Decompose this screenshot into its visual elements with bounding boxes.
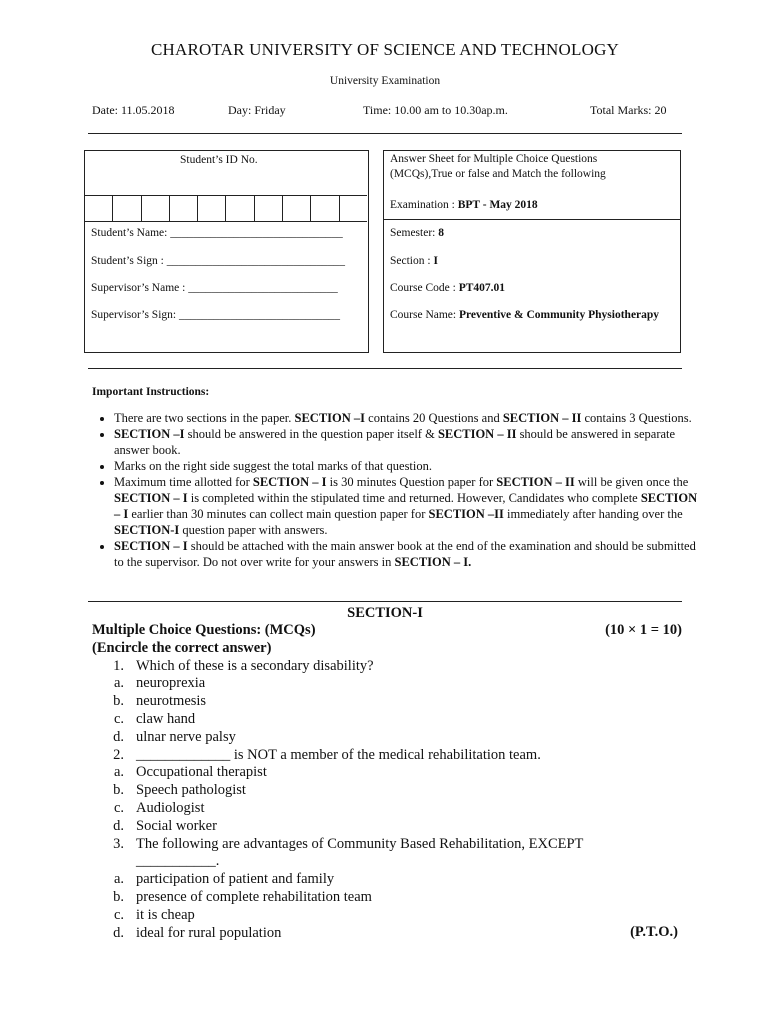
- option-item[interactable]: c. it is cheap: [113, 906, 195, 923]
- instruction-item: • There are two sections in the paper. SECTION –I contains 20 Questions and SECTION – II contains 3 Questions.: [114, 410, 704, 426]
- question-item: 2. _____________ is NOT a member of the medical rehabilitation team.: [113, 746, 541, 763]
- student-id-grid[interactable]: [85, 195, 367, 222]
- supervisor-sign-field[interactable]: Supervisor’s Sign: ____________________________: [91, 309, 340, 321]
- instruction-item: • Maximum time allotted for SECTION – I is 30 minutes Question paper for SECTION – II will be given once the SECTION – I is completed within the stipulated time and returned. However, Candidates who complete SECTION – I earlier than 30 minutes can collect main question paper for SECTION –II immediately after handing over the SECTION-I question paper with answers.: [114, 474, 704, 538]
- instruction-item: • SECTION –I should be answered in the question paper itself & SECTION – II should be answered in separate answer book.: [114, 426, 704, 458]
- question-blank: ___________.: [136, 853, 220, 870]
- encircle-instruction: (Encircle the correct answer): [92, 639, 272, 656]
- answer-sheet-title: Answer Sheet for Multiple Choice Questions (MCQs),True or false and Match the following: [390, 153, 606, 180]
- instruction-item: • Marks on the right side suggest the total marks of that question.: [114, 458, 704, 474]
- question-item: 3. The following are advantages of Community Based Rehabilitation, EXCEPT: [113, 835, 584, 852]
- course-code-info: Course Code : PT407.01: [390, 282, 506, 294]
- section-divider: [88, 601, 682, 602]
- option-item[interactable]: d. ulnar nerve palsy: [113, 728, 236, 745]
- instruction-item: • SECTION – I should be attached with the main answer book at the end of the examination and should be submitted to the supervisor. Do not over write for your answers in SECTION – I.: [114, 538, 704, 570]
- option-item[interactable]: d. Social worker: [113, 817, 217, 834]
- exam-type: University Examination: [329, 75, 441, 87]
- course-name-info: Course Name: Preventive & Community Physiotherapy: [390, 309, 660, 321]
- section-info: Section : I: [390, 255, 438, 267]
- student-sign-field[interactable]: Student’s Sign : _______________________________: [91, 255, 345, 267]
- option-item[interactable]: b. presence of complete rehabilitation team: [113, 888, 372, 905]
- section-title: SECTION-I: [347, 605, 423, 621]
- exam-box-divider: [384, 219, 680, 220]
- exam-day: Day: Friday: [228, 103, 286, 117]
- examination-info: Examination : BPT - May 2018: [390, 199, 538, 211]
- supervisor-name-field[interactable]: Supervisor’s Name : __________________________: [91, 282, 338, 294]
- question-item: 1. Which of these is a secondary disability?: [113, 657, 374, 674]
- option-item[interactable]: a. neuroprexia: [113, 675, 206, 692]
- instructions-list: [92, 410, 704, 570]
- exam-date: Date: 11.05.2018: [92, 103, 175, 117]
- exam-time: Time: 10.00 am to 10.30ap.m.: [363, 103, 508, 117]
- option-item[interactable]: d. ideal for rural population: [113, 924, 282, 941]
- questions-area: [92, 622, 682, 942]
- marks-allotment: (10 × 1 = 10): [605, 622, 682, 638]
- student-name-field[interactable]: Student’s Name: ______________________________: [91, 227, 343, 239]
- option-item[interactable]: a. participation of patient and family: [113, 871, 335, 888]
- student-id-label: Student’s ID No.: [180, 154, 258, 166]
- pto-label: (P.T.O.): [630, 924, 678, 941]
- instructions-divider-top: [88, 368, 682, 369]
- mcq-heading: Multiple Choice Questions: (MCQs): [92, 622, 316, 638]
- semester-info: Semester: 8: [390, 227, 444, 239]
- option-item[interactable]: a. Occupational therapist: [113, 764, 267, 781]
- total-marks: Total Marks: 20: [590, 103, 667, 117]
- header-divider: [88, 133, 682, 134]
- option-item[interactable]: c. claw hand: [113, 710, 196, 727]
- university-title: CHAROTAR UNIVERSITY OF SCIENCE AND TECHNOLOGY: [150, 40, 620, 59]
- instructions-heading: Important Instructions:: [92, 386, 210, 398]
- option-item[interactable]: b. Speech pathologist: [113, 782, 246, 799]
- option-item[interactable]: b. neurotmesis: [113, 693, 207, 710]
- option-item[interactable]: c. Audiologist: [113, 799, 205, 816]
- question-list: [92, 658, 682, 943]
